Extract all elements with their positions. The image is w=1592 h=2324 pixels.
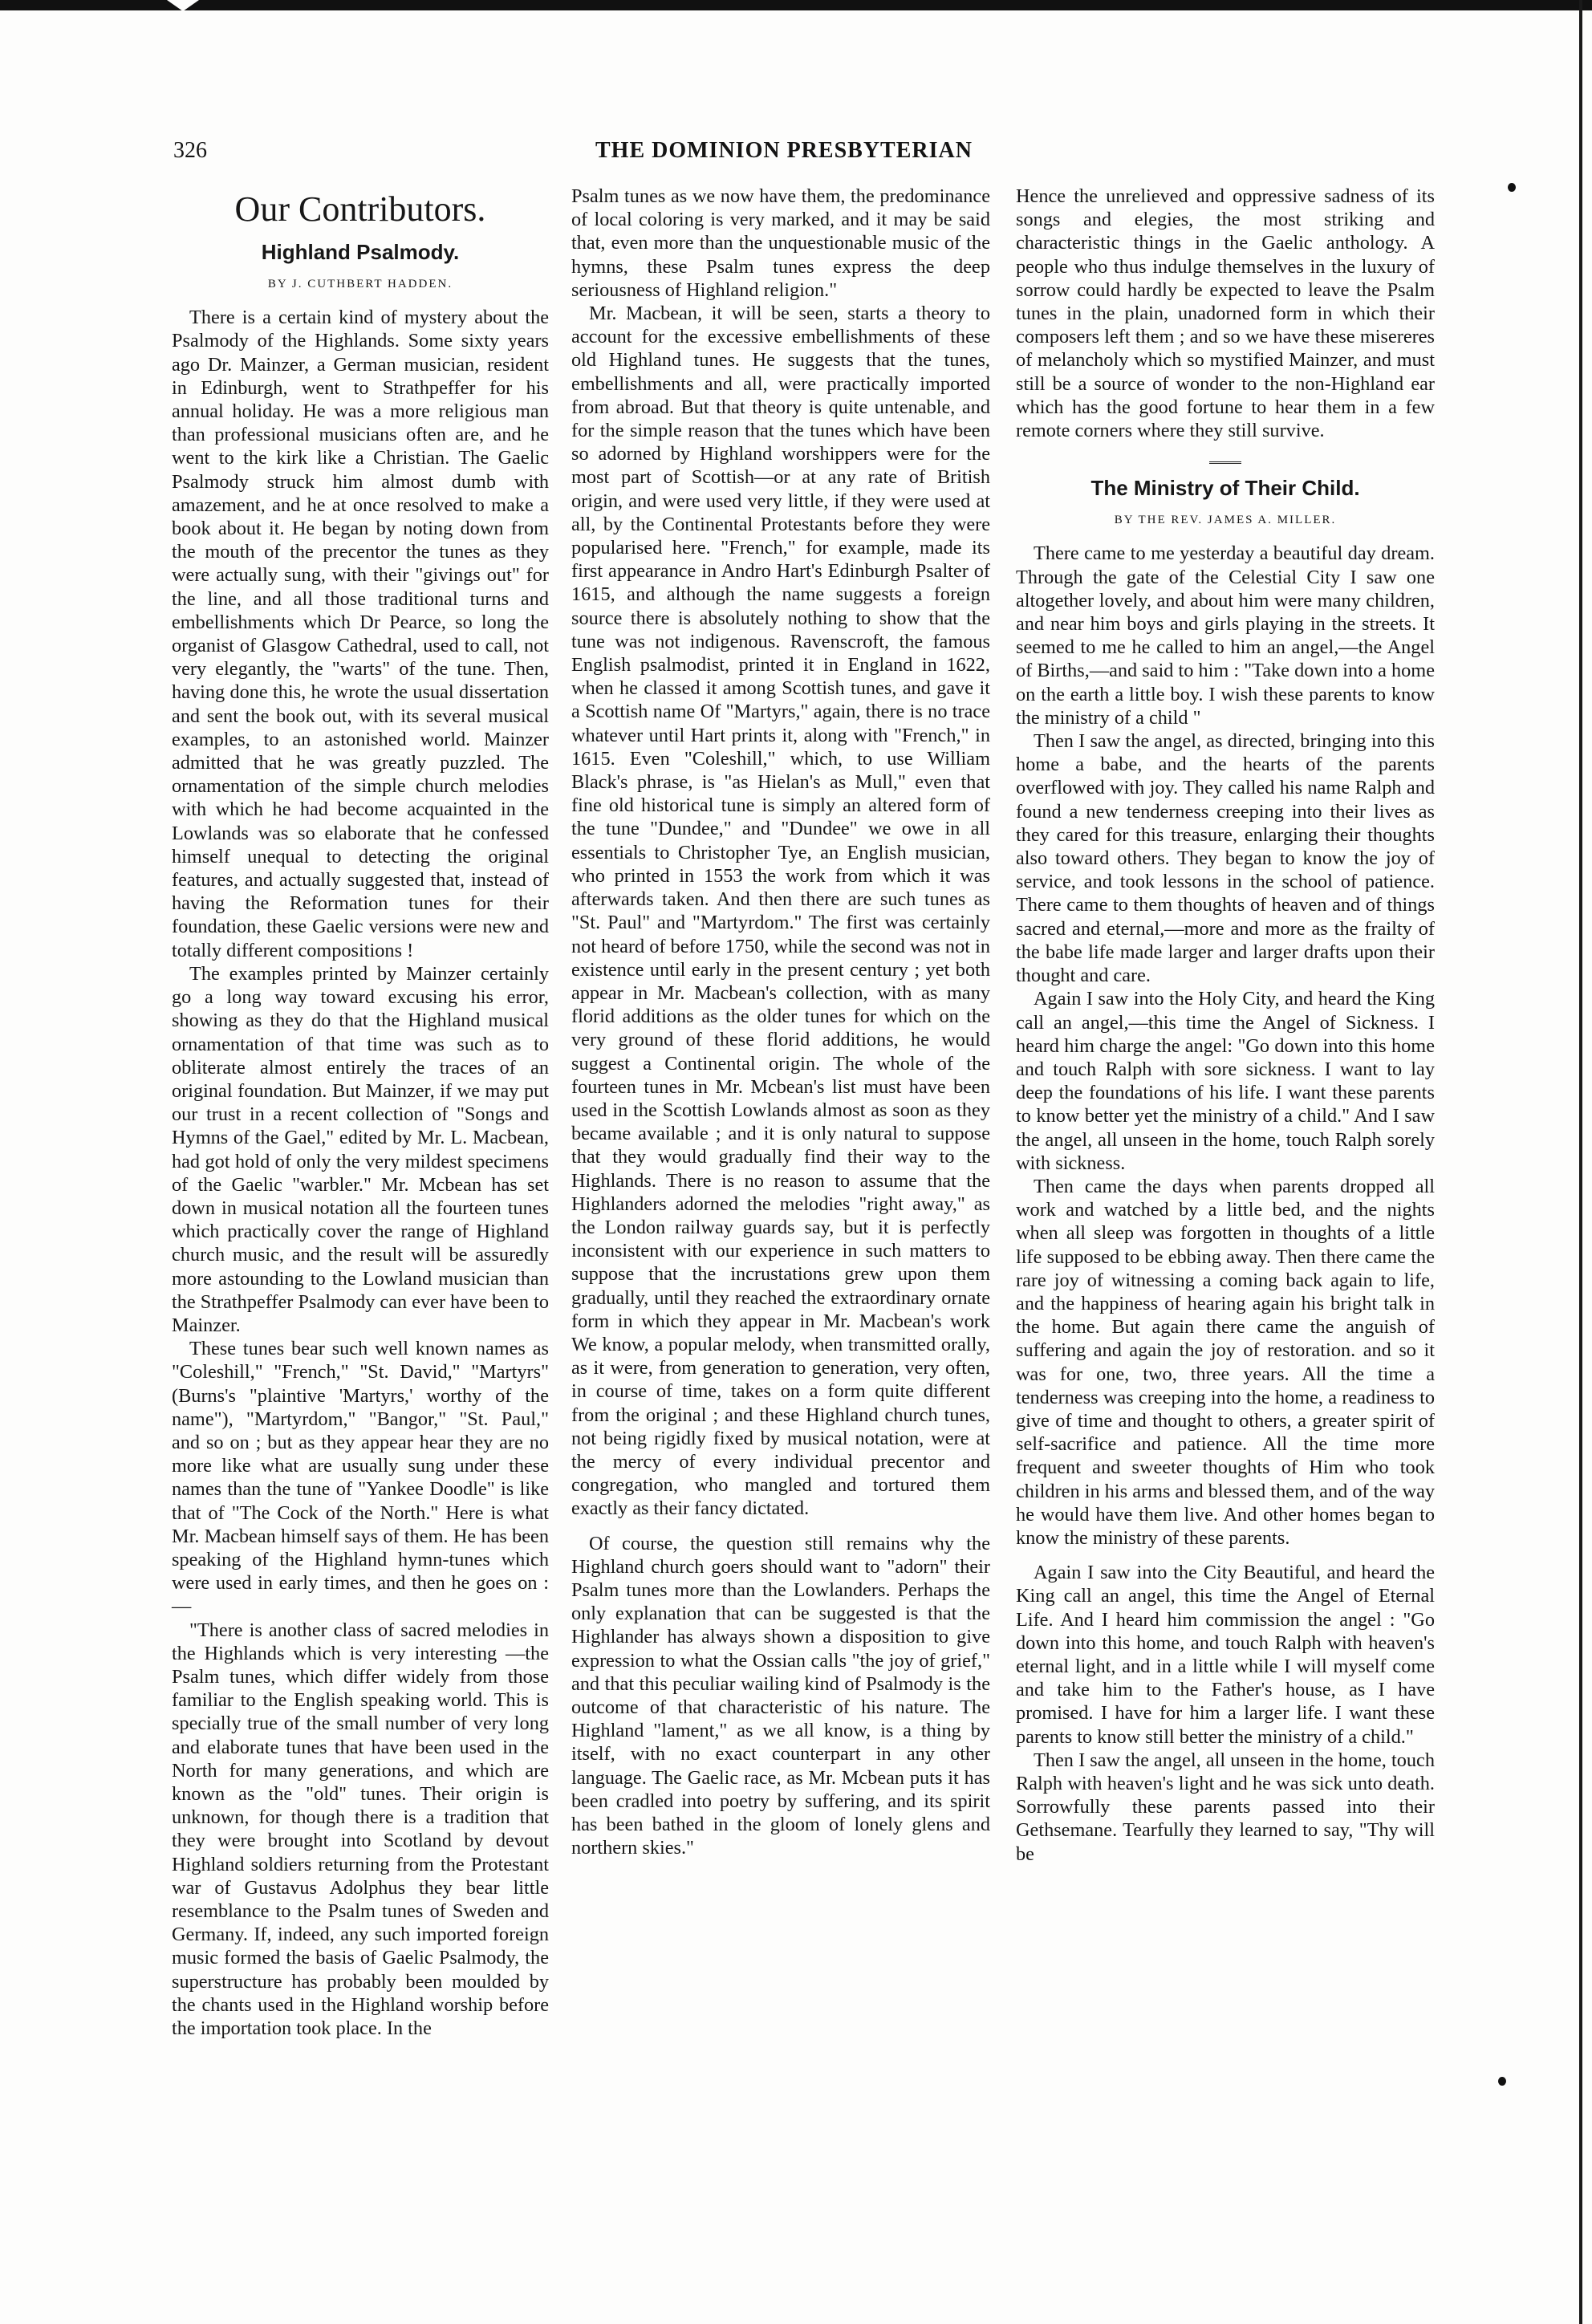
running-title: THE DOMINION PRESBYTERIAN bbox=[595, 138, 973, 163]
paragraph: There came to me yesterday a beautiful day dream. Through the gate of the Celestial City I saw one altogether lovely, and about him were many children, and near him boys and girls playing in the streets. It seemed to me he called to him an angel,—the Angel of Births,—and said to him : "Take down into a home on the earth a little boy. I wish these parents to know the ministry of a child " bbox=[1016, 542, 1435, 729]
paragraph: Of course, the question still remains why the Highland church goers should want to "adorn" their Psalm tunes more than the Lowlanders. Perhaps the only explanation that can be suggested is that the Highlander has always shown a disposition to give expression to what the Ossian calls "the joy of grief," and that this peculiar wailing kind of Psalmody is the outcome of that characteristic of his nature. The Highland "lament," as we all know, is a thing by itself, with no exact counterpart in any other language. The Gaelic race, as Mr. Mcbean puts it has been cradled into poetry by suffering, and its spirit has been bathed in the gloom of lonely glens and northern skies." bbox=[571, 1532, 990, 1859]
paragraph: "There is another class of sacred melodies in the Highlands which is very interesting —the Psalm tunes, which differ widely from those familiar to the English speaking world. This is specially true of the small number of very long and elaborate tunes that have been used in the North for many generations, and which are known as the "old" tunes. Their origin is unknown, for though there is a tradition that they were brought into Scotland by devout Highland soldiers returning from the Protestant war of Gustavus Adolphus they bear little resemblance to the Psalm tunes of Sweden and Germany. If, indeed, any such imported foreign music formed the basis of Gaelic Psalmody, the superstructure has probably been moulded by the chants used in the Highland worship before the importation took place. In the bbox=[172, 1619, 549, 2040]
column-1 bbox=[172, 185, 549, 2040]
paragraph: Hence the unrelieved and oppressive sadness of its songs and elegies, the most striking and characteristic things in the Gaelic anthology. A people who thus indulge themselves in the luxury of sorrow could hardly be expected to leave the Psalm tunes in the plain, unadorned form in which their composers left them ; and so we have these misereres of melancholy which so mystified Mainzer, and must still be a source of wonder to the non-Highland ear which has the good fortune to hear them in a few remote corners where they still survive. bbox=[1016, 185, 1435, 442]
byline-hadden: BY J. CUTHBERT HADDEN. bbox=[267, 278, 453, 290]
binding-hole-mark bbox=[1498, 2077, 1506, 2086]
scan-right-edge bbox=[1579, 0, 1582, 2324]
scan-top-border bbox=[0, 0, 1592, 10]
paragraph: Then I saw the angel, as directed, bringing into this home a babe, and the hearts of the parents overflowed with joy. They called his name Ralph and found a new tenderness creeping into their lives as they cared for this treasure, enlarging their thoughts also toward others. They began to know the joy of service, and took lessons in the school of patience. There came to them thoughts of heaven and of things sacred and eternal,—more and more as the frailty of the babe life made larger and larger drafts upon their thought and care. bbox=[1016, 730, 1435, 987]
section-divider bbox=[1209, 461, 1241, 464]
column-2 bbox=[571, 185, 990, 1859]
section-title: Our Contributors. bbox=[234, 189, 486, 229]
page-number: 326 bbox=[173, 138, 207, 163]
binding-hole-mark bbox=[1508, 183, 1516, 192]
paragraph: Again I saw into the Holy City, and heard the King call an angel,—this time the Angel of Sickness. I heard him charge the angel: "Go down into this home and touch Ralph with sore sickness. I want to lay deep the foundations of his life. I want these parents to know better yet the ministry of a child." And I saw the angel, all unseen in the home, touch Ralph sorely with sickness. bbox=[1016, 988, 1435, 1174]
paragraph: The examples printed by Mainzer certainly go a long way toward excusing his error, showing as they do that the Highland musical ornamentation of that time was such as to obliterate almost entirely the traces of an original foundation. But Mainzer, if we may put our trust in a recent collection of "Songs and Hymns of the Gael," edited by Mr. L. Macbean, had got hold of only the very mildest specimens of the Gaelic "warbler." Mr. Mcbean has set down in musical notation all the fourteen tunes which practically cover the range of Highland church music, and the result will be assuredly more astounding to the Lowland musician than the Strathpeffer Psalmody can ever have been to Mainzer. bbox=[172, 962, 549, 1336]
paragraph: Again I saw into the City Beautiful, and heard the King call an angel, this time the Angel of Eternal Life. And I heard him commission the angel : "Go down into this home, and touch Ralph with heaven's eternal light, and in a little while I will myself come and take him to the Father's house, as I have promised. I have for him a larger life. I want these parents to know still better the ministry of a child." bbox=[1016, 1562, 1435, 1748]
paragraph: These tunes bear such well known names as "Coleshill," "French," "St. David," "Martyrs" (Burns's "plaintive 'Martyrs,' worthy of the name"), "Martyrdom," "Bangor," "St. Paul," and so on ; but as they appear hear they are no more like what are usually sung under these names than the tune of "Yankee Doodle" is like that of "The Cock of the North." Here is what Mr. Macbean himself says of them. He has been speaking of the Highland hymn-tunes which were used in early times, and then he goes on :— bbox=[172, 1338, 549, 1618]
paragraph: Psalm tunes as we now have them, the predominance of local coloring is very marked, and it may be said that, even more than the unquestionable music of the hymns, these Psalm tunes express the deep seriousness of Highland religion." bbox=[571, 185, 990, 301]
paragraph: There is a certain kind of mystery about the Psalmody of the Highlands. Some sixty years ago Dr. Mainzer, a German musician, resident in Edinburgh, went to Strathpeffer for his annual holiday. He was a more religious man than professional musicians often are, and he went to the kirk like a Christian. The Gaelic Psalmody struck him almost dumb with amazement, and he at once resolved to make a book about it. He began by noting down from the mouth of the precentor the tunes as they were actually sung, with their "givings out" for the line, and all those traditional turns and embellishments which Dr Pearce, so long the organist of Glasgow Cathedral, used to call, not very elegantly, the "warts" of the tune. Then, having done this, he wrote the usual dissertation and sent the book out, with its several musical examples, to an astonished world. Mainzer admitted that he was greatly puzzled. The ornamentation of the simple church melodies with which he had become acquainted in the Lowlands was so elaborate that he confessed himself unequal to detecting the original features, and actually suggested that, instead of having the Reformation tunes for their foundation, these Gaelic versions were new and totally different compositions ! bbox=[172, 307, 549, 961]
paragraph: Mr. Macbean, it will be seen, starts a theory to account for the excessive embellishments of these old Highland tunes. He suggests that the tunes, embellishments and all, were practically imported from abroad. But that theory is quite untenable, and for the simple reason that the tunes which have been so adorned by Highland worshippers were for the most part of Scottish—or at any rate of British origin, and were used very little, if they were used at all, by the Continental Protestants before they were popularised here. "French," for example, made its first appearance in Andro Hart's Edinburgh Psalter of 1615, and although the name suggests a foreign source there is absolutely nothing to show that the tune was not indigenous. Ravenscroft, the famous English psalmodist, printed it in England in 1622, when he classed it among Scottish tunes, and gave it a Scottish name Of "Martyrs," again, there is no trace whatever until Hart prints it, along with "French," in 1615. Even "Coleshill," which, to use William Black's phrase, is "as Hielan's as Mull," even that fine old historical tune is simply an altered form of the tune "Dundee," and "Dundee" we owe in all essentials to Christopher Tye, an English musician, who printed in 1553 the work from which it was afterwards taken. And then there are such tunes as "St. Paul" and "Martyrdom." The first was certainly not heard of before 1750, while the second was not in existence until early in the present century ; yet both appear in Mr. Macbean's collection, with as many florid additions as the older tunes for which on the very ground of these florid additions, he would suggest a Continental origin. The whole of the fourteen tunes in Mr. Mcbean's list must have been used in the Scottish Lowlands almost as soon as they became available ; and it is only natural to suppose that they would gradually find their way to the Highlands. There is no reason to assume that the Highlanders adorned the melodies "right away," as the London railway guards say, but it is perfectly inconsistent with our experience in such matters to suppose that the incrustations grew upon them gradually, until they reached the extraordinary ornate form in which they appear in Mr. Macbean's work We know, a popular melody, when transmitted orally, as it were, from generation to generation, very often, in course of time, takes on a form quite different from the original ; and these Highland church tunes, not being rigidly fixed by musical notation, were at the mercy of every individual precentor and congregation, who mangled and tortured them exactly as their fancy dictated. bbox=[571, 303, 990, 1520]
article-title-ministry: The Ministry of Their Child. bbox=[1090, 476, 1360, 501]
column-3 bbox=[1016, 185, 1435, 1866]
paragraph: Then I saw the angel, all unseen in the home, touch Ralph with heaven's light and he was sick unto death. Sorrowfully these parents passed into their Gethsemane. Tearfully they learned to say, "Thy will be bbox=[1016, 1749, 1435, 1865]
byline-miller: BY THE REV. JAMES A. MILLER. bbox=[1114, 514, 1337, 527]
paragraph: Then came the days when parents dropped all work and watched by a little bed, and the nights when all sleep was forgotten in thoughts of a little life supposed to be ebbing away. Then there came the rare joy of witnessing a coming back again to life, and the happiness of hearing again his bright talk in the home. But again there came the anguish of suffering and again the joy of restoration. and so it was for one, two, three years. All the time a tenderness was creeping into the home, a readiness to give of time and thought to others, a greater spirit of self-sacrifice and patience. All the time more frequent and sweeter thoughts of Him who took children in his arms and blessed them, and of the way he would have them live. And other homes began to know the ministry of these parents. bbox=[1016, 1175, 1435, 1549]
article-title-highland-psalmody: Highland Psalmody. bbox=[261, 240, 460, 264]
